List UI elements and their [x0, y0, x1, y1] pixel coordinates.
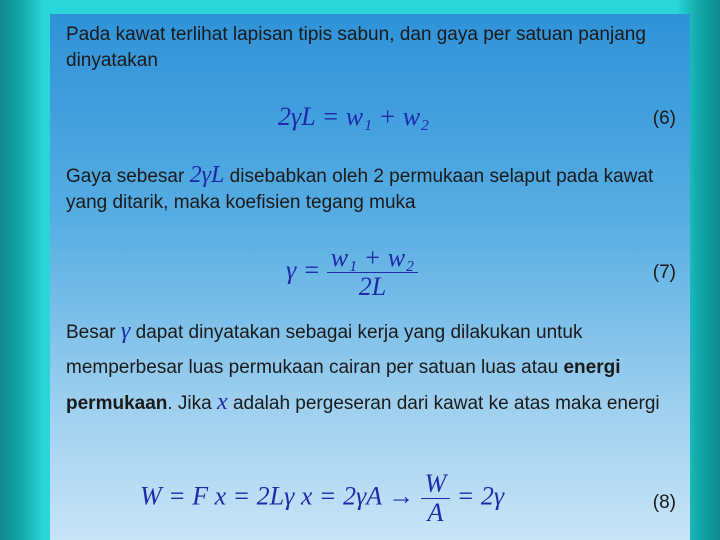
fraction-numerator: w₁ + w₂: [327, 244, 418, 273]
equation-7: [50, 240, 690, 304]
equation-7-fraction: [327, 244, 418, 301]
bold-term: energi permukaan: [66, 357, 621, 414]
equation-8-rhs: = 2γ: [456, 481, 505, 511]
intro-paragraph: Pada kawat terlihat lapisan tipis sabun, dan gaya per satuan panjang dinyatakan: [66, 24, 646, 71]
equation-8-lhs: W = F x = 2Lγ x = 2γA →: [140, 481, 415, 511]
surface-energy-paragraph: [66, 314, 678, 421]
paragraph-text: dapat dinyatakan sebagai kerja yang dilakukan untuk memperbesar luas permukaan cairan per satuan luas atau: [66, 322, 583, 378]
inline-math: 2γL: [189, 162, 225, 188]
equation-8-number: (8): [652, 492, 676, 513]
fraction-denominator: 2L: [358, 272, 387, 301]
equation-7-number: (7): [652, 262, 676, 283]
equation-6: [50, 98, 690, 138]
paragraph-text: disebabkan oleh 2 permukaan selaput pada kawat yang ditarik, maka koefisien tegang muka: [66, 166, 654, 213]
equation-7-lhs: γ =: [286, 255, 321, 285]
equation-8-fraction: [421, 470, 451, 527]
paragraph-text: Gaya sebesar: [66, 166, 185, 187]
equation-7-expression: [286, 244, 418, 301]
fraction-denominator: A: [427, 498, 444, 527]
fraction-numerator: W: [421, 470, 451, 499]
inline-math: x: [217, 389, 228, 415]
equation-6-expression: 2γL = w₁ + w₂: [278, 102, 430, 131]
paragraph-text: adalah pergeseran dari kawat ke atas maka energi: [232, 393, 660, 414]
equation-6-number: (6): [652, 108, 676, 129]
equation-8: [50, 466, 690, 536]
paragraph-text: . Jika: [167, 393, 212, 414]
inline-math: γ: [120, 318, 131, 344]
equation-8-expression: [140, 470, 504, 527]
surface-tension-paragraph: [66, 162, 678, 216]
paragraph-text: Besar: [66, 322, 116, 343]
slide: [50, 14, 690, 540]
